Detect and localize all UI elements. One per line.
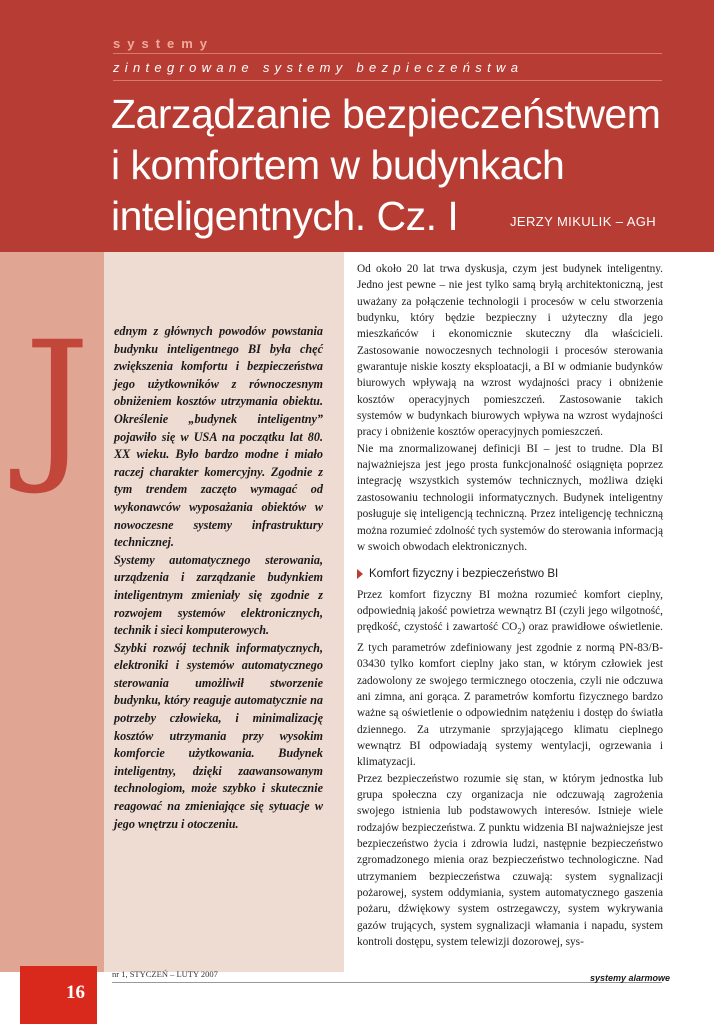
body-paragraph-3-end: ) oraz prawidłowe oświetlenie. Z tych parametrów zdefiniowany jest zgodnie z normą PN-83/B-03430 tylko komfort cieplny jako stan, w którym człowiek jest zadowolony ze swojego termicznego otoczenia, czyli nie odczuwa ani zimna, ani gorąca. Z parametrów komfortu fizycznego bardzo ważne są oświetlenie o odpowiednim natężeniu i dostęp do światła dziennego. Za utrzymanie sprzyjającego klimatu cieplnego wewnątrz BI odpowiadają systemy wentylacji, ogrzewania i klimatyzacji. <box>357 621 663 769</box>
issue-info: nr 1, STYCZEŃ – LUTY 2007 <box>112 969 218 979</box>
title-line-3: inteligentnych. Cz. I <box>111 193 459 239</box>
header-band <box>0 0 714 252</box>
section-subtitle: zintegrowane systemy bezpieczeństwa <box>113 60 524 75</box>
footer-rule <box>112 982 662 983</box>
sub-heading-text: Komfort fizyczny i bezpieczeństwo BI <box>369 568 559 581</box>
title-line-2: i komfortem w budynkach <box>111 142 565 188</box>
body-paragraph-1: Od około 20 lat trwa dyskusja, czym jest budynek inteligentny. Jedno jest pewne – nie jest tylko samą bryłą architektoniczną, jest uważany za połączenie technologii i procesów w celu stworzenia budynku, który będzie bezpieczny i użyteczny dla jego mieszkańców i ekonomicznie skuteczny dla właścicieli. Zastosowanie nowoczesnych technologii i procesów sterowania gwarantuje niskie koszty eksploatacji, a BI w odmianie budynków biurowych wpływają na wzrost wydajności pracy i obniżenie kosztów operacyjnych pomieszczeń. Zastosowanie takich systemów w budynkach biurowych wpływa na wzrost wydajności pracy i obniżenie kosztów operacyjnych pomieszczeń. <box>357 263 663 439</box>
co2-subscript: 2 <box>517 626 522 636</box>
article-author: JERZY MIKULIK – AGH <box>510 214 657 229</box>
body-paragraph-2: Nie ma znormalizowanej definicji BI – jest to trudne. Dla BI najważniejsza jest jego prosta funkcjonalność osiągnięta poprzez integrację wszystkich systemów technicznych, możliwa dzięki zastosowaniu technologii informatycznych. Budynek inteligentny posługuje się inteligencją techniczną. Przez inteligencję techniczną można rozumieć zdolność tych systemów do sterowania informacją w swoich obwodach elektronicznych. <box>357 442 663 553</box>
lead-paragraph-1: ednym z głównych powodów powstania budynku inteligentnego BI była chęć zwiększenia komfortu i bezpieczeństwa jego użytkowników z równoczesnym obniżeniem kosztów utrzymania obiektu. Określenie „budynek inteligentny” pojawiło się w USA na początku lat 80. XX wieku. Było bardzo modne i miało raczej charakter komercyjny. Zgodnie z tym trendem zaczęto wymagać od wykonawców wyposażania obiektów w nowoczesne systemy infrastruktury technicznej. <box>114 324 323 550</box>
triangle-bullet-icon <box>357 569 363 579</box>
body-paragraph-3 <box>357 587 663 771</box>
body-paragraph-4: Przez bezpieczeństwo rozumie się stan, w którym jednostka lub grupa społeczna czy organizacja nie odczuwają zagrożenia swojego istnienia lub podstawowych interesów. Istnieje wiele rodzajów bezpieczeństwa. Z punktu widzenia BI najważniejsze jest bezpieczeństwo życia i zdrowia ludzi, następnie bezpieczeństwo zgromadzonego mienia oraz bezpieczeństwo technologiczne. Nad utrzymaniem bezpieczeństwa czuwają: system sygnalizacji pożarowej, system oddymiania, system automatycznego gaszenia pożaru, dźwiękowy system ostrzegawczy, system wykrywania gazów trujących, system sygnalizacji włamania i napadu, system kontroli dostępu, system telewizji dozorowej, sys- <box>357 772 663 948</box>
sub-heading <box>357 566 663 582</box>
journal-name: systemy alarmowe <box>590 973 671 983</box>
drop-cap: J <box>24 306 91 498</box>
lead-paragraph-3: Szybki rozwój technik informatycznych, elektroniki i systemów automatycznego sterowania umożliwił stworzenie budynku, który reaguje automatycznie na potrzeby człowieka, i minimalizację kosztów utrzymania przy wysokim komforcie użytkowania. Budynek inteligentny, dzięki zaawansowanym technologiom, może szybko i skutecznie reagować na zmieniające się sytuacje w jego wnętrzu i otoczeniu. <box>114 640 323 831</box>
page-number: 16 <box>66 982 85 1003</box>
page-number-block <box>20 966 97 1024</box>
header-rule-bottom <box>113 80 662 81</box>
lead-text <box>114 323 323 833</box>
section-label: systemy <box>113 36 215 51</box>
header-rule-top <box>113 53 662 54</box>
body-paragraph-3-start: Przez komfort fizyczny BI można rozumieć komfort cieplny, odpowiednią jakość powietrza wewnątrz BI (czyli jego wilgotność, prędkość, czystość i zawartość CO <box>357 588 663 634</box>
article-body <box>357 261 663 950</box>
title-line-1: Zarządzanie bezpieczeństwem <box>111 91 661 137</box>
lead-paragraph-2: Systemy automatycznego sterowania, urządzenia i zarządzanie budynkiem inteligentnym zmieniały się zgodnie z rozwojem systemów elektronicznych, technik i sieci komputerowych. <box>114 552 323 638</box>
